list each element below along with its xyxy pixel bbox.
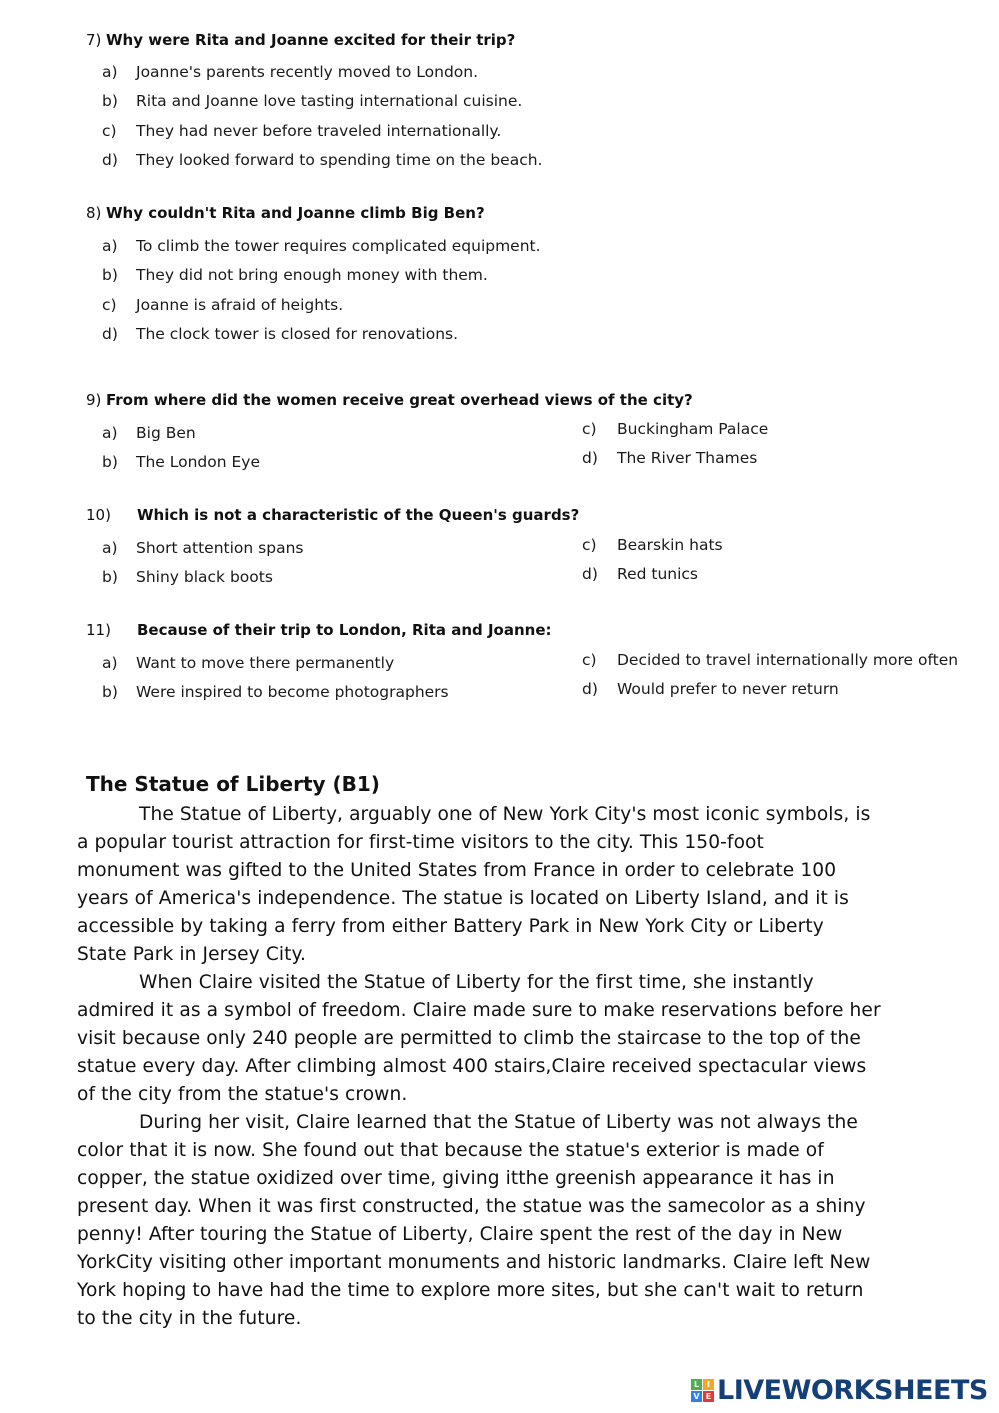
logo-block: V [691,1391,702,1402]
option-letter: b) [102,683,118,701]
question-text: Why couldn't Rita and Joanne climb Big Ben? [106,204,485,222]
question-number: 8) [86,204,102,222]
question-number: 10) [86,506,111,524]
option-text: Joanne is afraid of heights. [136,296,344,314]
option-text: Red tunics [617,565,699,583]
option-letter: c) [102,296,117,314]
question-number: 11) [86,621,111,639]
passage-line: YorkCity visiting other important monuments and historic landmarks. Claire left New [77,1252,871,1273]
option-letter: a) [102,63,118,81]
option-text: Joanne's parents recently moved to London. [136,63,479,81]
question-text: Why were Rita and Joanne excited for their trip? [106,31,516,49]
liveworksheets-logo [691,1375,988,1406]
passage-line: present day. When it was first constructed, the statue was the samecolor as a shiny [77,1196,866,1217]
passage-line: The Statue of Liberty, arguably one of New York City's most iconic symbols, is [139,804,871,825]
logo-blocks-icon [691,1379,714,1402]
option-letter: b) [102,92,118,110]
logo-block: E [703,1391,714,1402]
passage-line: color that it is now. She found out that because the statue's exterior is made of [77,1140,824,1161]
passage-line: penny! After touring the Statue of Liberty, Claire spent the rest of the day in New [77,1224,843,1245]
passage-line: accessible by taking a ferry from either Battery Park in New York City or Liberty [77,916,824,937]
passage-line: a popular tourist attraction for first-time visitors to the city. This 150-foot [77,832,764,853]
option-text: Would prefer to never return [617,680,839,698]
passage-line: monument was gifted to the United States from France in order to celebrate 100 [77,860,837,881]
question-number: 9) [86,391,102,409]
option-text: They had never before traveled internationally. [136,122,502,140]
option-text: Big Ben [136,424,196,442]
option-letter: d) [102,325,118,343]
option-text: Were inspired to become photographers [136,683,449,701]
passage-line: visit because only 240 people are permitted to climb the staircase to the top of the [77,1028,861,1049]
question-text: Because of their trip to London, Rita and Joanne: [137,621,552,639]
option-letter: c) [582,420,597,438]
option-letter: a) [102,424,118,442]
option-letter: d) [582,449,598,467]
passage-line: admired it as a symbol of freedom. Claire made sure to make reservations before her [77,1000,881,1021]
option-letter: a) [102,654,118,672]
passage-title: The Statue of Liberty (B1) [86,772,380,796]
passage-line: State Park in Jersey City. [77,944,306,965]
option-letter: c) [582,536,597,554]
option-text: The clock tower is closed for renovations. [136,325,459,343]
logo-block: L [691,1379,702,1390]
passage-line: When Claire visited the Statue of Liberty for the first time, she instantly [139,972,814,993]
option-text: Bearskin hats [617,536,723,554]
option-text: The River Thames [617,449,758,467]
option-letter: b) [102,266,118,284]
logo-block: I [703,1379,714,1390]
option-text: Want to move there permanently [136,654,395,672]
passage-line: of the city from the statue's crown. [77,1084,408,1105]
passage-line: During her visit, Claire learned that the Statue of Liberty was not always the [139,1112,858,1133]
option-text: To climb the tower requires complicated equipment. [136,237,541,255]
passage-line: years of America's independence. The statue is located on Liberty Island, and it is [77,888,849,909]
option-text: Buckingham Palace [617,420,769,438]
option-text: They did not bring enough money with them. [136,266,488,284]
passage-line: statue every day. After climbing almost 400 stairs,Claire received spectacular views [77,1056,867,1077]
option-letter: b) [102,568,118,586]
option-text: Short attention spans [136,539,304,557]
option-letter: c) [582,651,597,669]
option-letter: a) [102,237,118,255]
question-number: 7) [86,31,102,49]
option-letter: c) [102,122,117,140]
passage-line: York hoping to have had the time to explore more sites, but she can't wait to return [77,1280,864,1301]
passage-line: copper, the statue oxidized over time, giving itthe greenish appearance it has in [77,1168,835,1189]
option-text: The London Eye [136,453,260,471]
option-letter: b) [102,453,118,471]
option-letter: a) [102,539,118,557]
question-text: From where did the women receive great overhead views of the city? [106,391,693,409]
option-letter: d) [582,680,598,698]
logo-text: LIVEWORKSHEETS [717,1375,988,1406]
option-text: They looked forward to spending time on the beach. [136,151,543,169]
option-text: Decided to travel internationally more often [617,651,959,669]
option-letter: d) [102,151,118,169]
option-text: Rita and Joanne love tasting international cuisine. [136,92,523,110]
question-text: Which is not a characteristic of the Queen's guards? [137,506,580,524]
option-text: Shiny black boots [136,568,273,586]
passage-line: to the city in the future. [77,1308,302,1329]
option-letter: d) [582,565,598,583]
